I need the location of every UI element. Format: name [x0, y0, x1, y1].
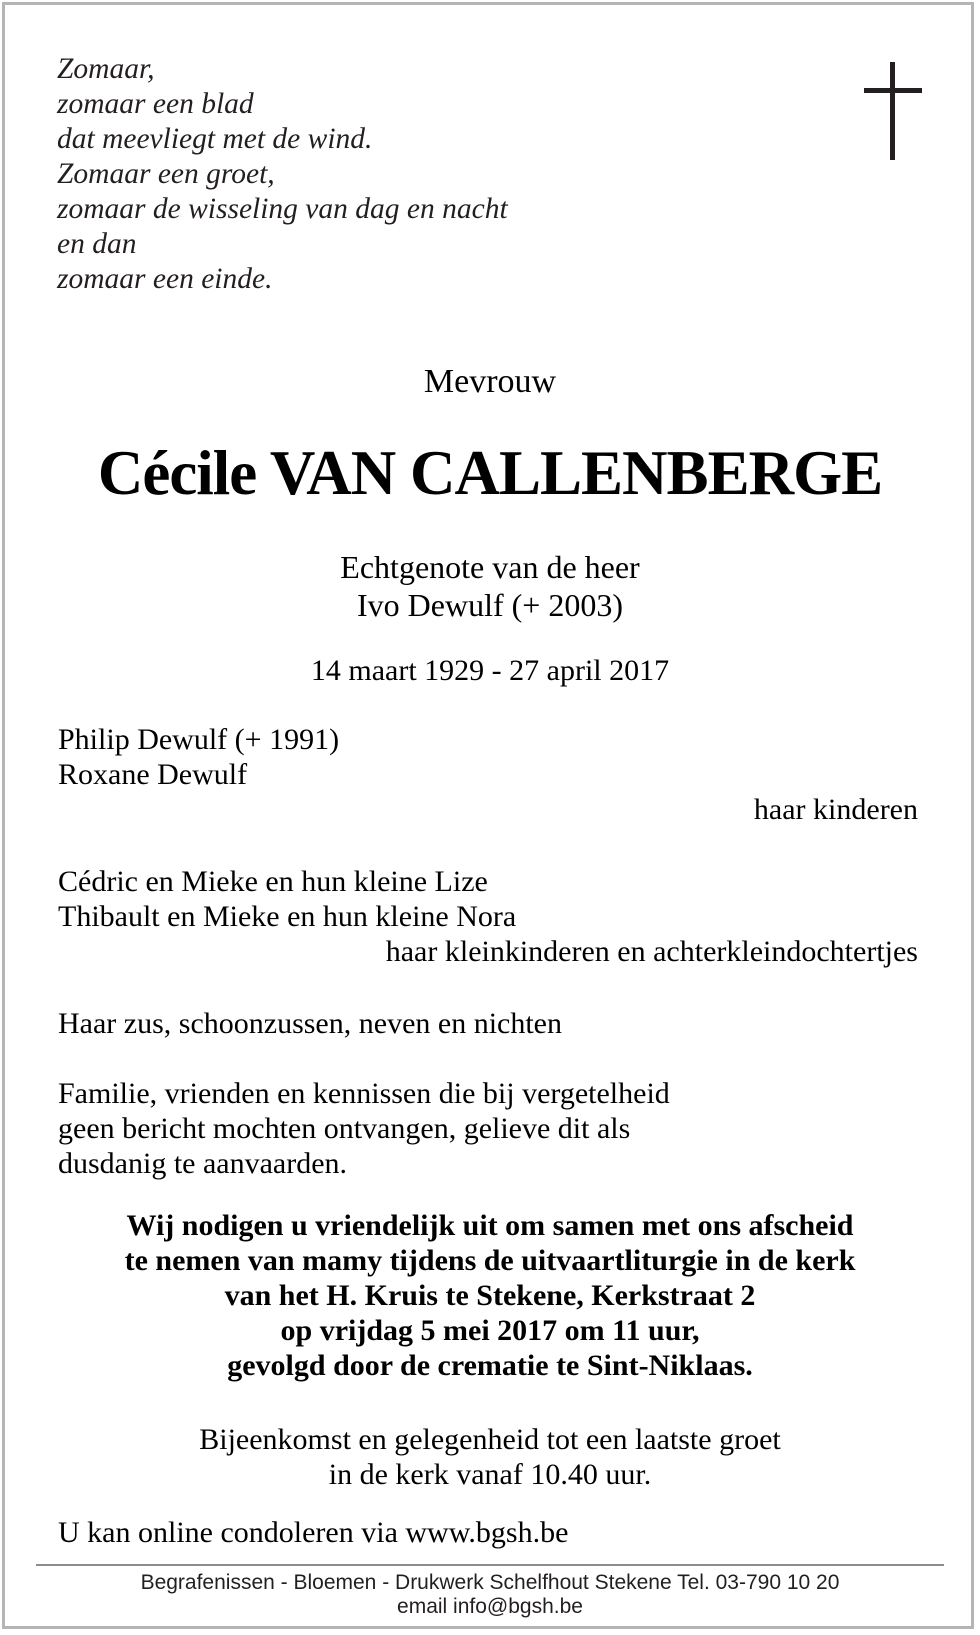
child-name: Philip Dewulf (+ 1991): [58, 723, 340, 756]
notice-line: geen bericht mochten ontvangen, gelieve dit als: [58, 1112, 631, 1145]
children-list: [58, 722, 339, 792]
grandchildren-list: [58, 864, 516, 934]
funeral-home-email: email info@bgsh.be: [397, 1595, 583, 1618]
notice-line: Familie, vrienden en kennissen die bij vergetelheid: [58, 1077, 670, 1110]
title-honorific: Mevrouw: [423, 363, 557, 400]
poem-line: zomaar de wisseling van dag en nacht: [57, 193, 508, 225]
life-dates: 14 maart 1929 - 27 april 2017: [310, 654, 670, 687]
family-notice: [58, 1076, 670, 1181]
poem-line: en dan: [57, 228, 137, 260]
cross-icon: [864, 62, 922, 160]
footer-divider: [36, 1564, 944, 1566]
siblings-line: Haar zus, schoonzussen, neven en nichten: [58, 1007, 562, 1040]
grandchildren-label: haar kleinkinderen en achterkleindochtertjes: [385, 935, 918, 968]
spouse-line: Ivo Dewulf (+ 2003): [357, 587, 623, 623]
deceased-name: Cécile VAN CALLENBERGE: [97, 438, 883, 508]
invitation-line: Wij nodigen u vriendelijk uit om samen met ons afscheid: [126, 1209, 854, 1242]
funeral-home-info: Begrafenissen - Bloemen - Drukwerk Schelfhout Stekene Tel. 03-790 10 20: [140, 1571, 840, 1594]
gathering-line: Bijeenkomst en gelegenheid tot een laatste groet: [199, 1423, 781, 1456]
children-label: haar kinderen: [753, 793, 918, 826]
spouse-info: [0, 548, 980, 624]
gathering-info: [0, 1422, 980, 1492]
invitation-line: van het H. Kruis te Stekene, Kerkstraat 2: [224, 1279, 756, 1312]
poem-line: zomaar een blad: [57, 88, 254, 120]
funeral-invitation: [0, 1208, 980, 1383]
invitation-line: gevolgd door de crematie te Sint-Niklaas.: [227, 1349, 753, 1382]
notice-line: dusdanig te aanvaarden.: [58, 1147, 348, 1180]
poem-line: Zomaar,: [57, 53, 155, 85]
online-condolence: U kan online condoleren via www.bgsh.be: [58, 1516, 569, 1549]
invitation-line: op vrijdag 5 mei 2017 om 11 uur,: [280, 1314, 700, 1347]
invitation-line: te nemen van mamy tijdens de uitvaartliturgie in de kerk: [124, 1244, 856, 1277]
grandchild-name: Thibault en Mieke en hun kleine Nora: [58, 900, 517, 933]
child-name: Roxane Dewulf: [58, 758, 248, 791]
spouse-line: Echtgenote van de heer: [340, 549, 640, 585]
gathering-line: in de kerk vanaf 10.40 uur.: [328, 1458, 652, 1491]
poem-line: dat meevliegt met de wind.: [57, 123, 373, 155]
grandchild-name: Cédric en Mieke en hun kleine Lize: [58, 865, 488, 898]
poem-line: Zomaar een groet,: [57, 158, 275, 190]
poem: [57, 52, 777, 297]
poem-line: zomaar een einde.: [57, 263, 273, 295]
